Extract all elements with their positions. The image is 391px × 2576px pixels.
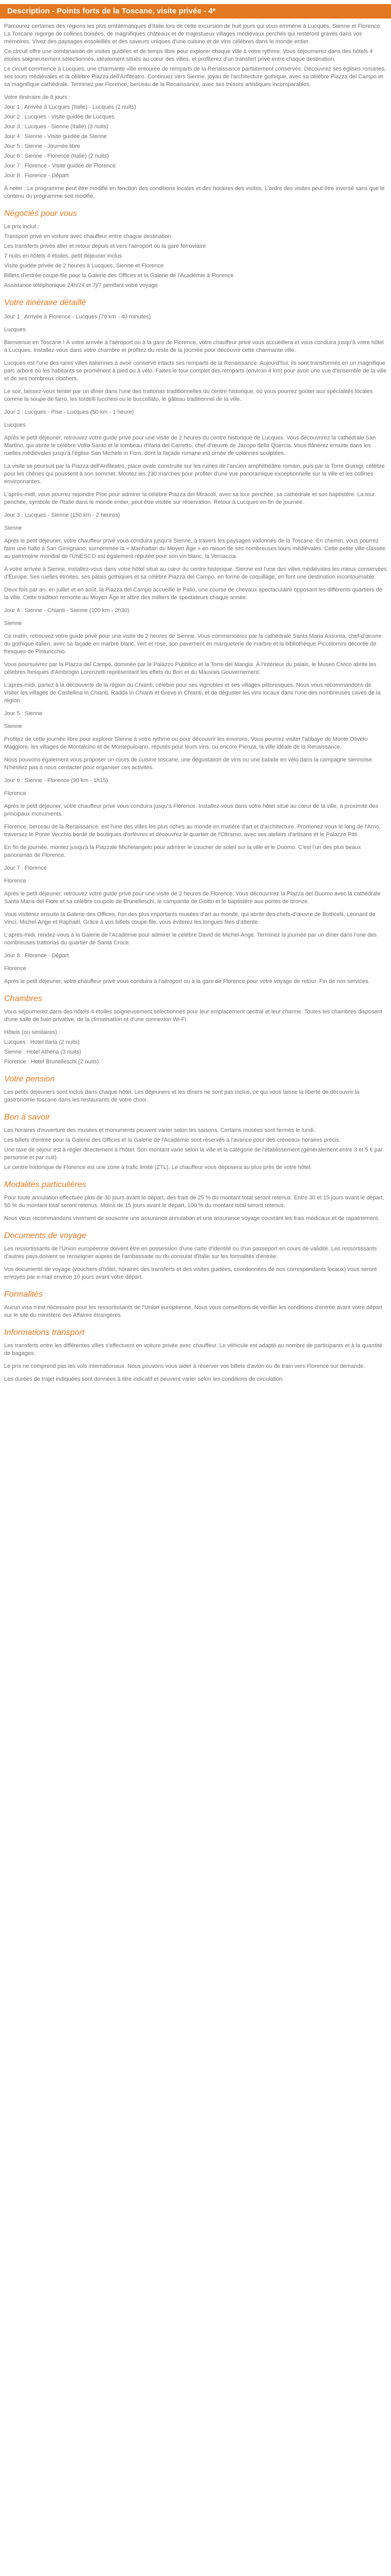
intro-paragraph: Jour 4 : Sienne - Visite guidée de Sienne xyxy=(4,133,107,140)
day-place: Lucques xyxy=(4,422,26,428)
day-place: Lucques xyxy=(4,327,26,333)
intro-paragraph: Le circuit commence à Lucques, une charmante ville entourée de remparts de la Renaissance parfaitement conservés. Découvrez ses églises romanes, ses tours médiévales et la célèbre Piazza dell'Anfiteatro. Continuez vers Sienne, joyau de l'architecture gothique, avec sa célèbre Piazza del Campo et sa magnifique cathédrale. Terminez par Florence, berceau de la Renaissance, avec ses trésors artistiques incomparables. xyxy=(4,66,386,88)
day-paragraph: Lucques est l'une des rares villes italiennes à avoir conservé intacts ses remparts de la Renaissance. Aujourd'hui, ils sont transformés en un magnifique parc arboré où les habitants se promènent à pied ou à vélo. Faites le tour complet des remparts (environ 4 km) pour avoir une vue d'ensemble de la ville et de ses nombreux clochers. xyxy=(4,360,387,382)
day-title: Jour 5 : Sienne xyxy=(4,710,42,717)
page-title: Description - Points forts de la Toscane, visite privée - 4* xyxy=(0,4,391,19)
highlight-item: 7 nuits en hôtels 4 étoiles, petit déjeuner inclus xyxy=(4,253,122,259)
good-to-know-section xyxy=(4,1127,387,1172)
pension-paragraph: Les petits déjeuners sont inclus dans chaque hôtel. Les déjeuners et les dîners ne sont pas inclus, ce qui vous laisse la liberté de découvrir la gastronomie toscane dans les restaurants de votre choix. xyxy=(4,1089,360,1103)
day-paragraph: La visite se poursuit par la Piazza dell'Anfiteatro, place ovale construite sur les ruines de l'ancien amphithéâtre romain, puis par la Torre Guinigi, célèbre pour les chênes qui poussent à son sommet. Montez les 230 marches pour profiter d'une vue panoramique exceptionnelle sur la ville et les collines environnantes. xyxy=(4,463,385,485)
highlight-item: Le prix inclut : xyxy=(4,224,39,230)
day-paragraph: Ce matin, retrouvez votre guide privé pour une visite de 2 heures de Sienne. Vous commencerez par la cathédrale Santa Maria Assunta, chef-d'œuvre du gothique italien, avec sa façade en marbre blanc, vert et rose, son pavement en marqueterie de marbre et la bibliothèque Piccolomini décorée de fresques de Pinturicchio. xyxy=(4,633,382,655)
day-title: Jour 2 : Lucques - Pise - Lucques (50 km - 1 heure) xyxy=(4,409,134,415)
intro-paragraph: À noter : Le programme peut être modifié en fonction des conditions locales et des horaires des visites. L'ordre des visites peut être inversé sans que le contenu du programme soit modifié. xyxy=(4,185,385,199)
intro-paragraph: Jour 6 : Sienne - Florence (Italie) (2 nuits) xyxy=(4,153,109,159)
formalities-paragraph: Aucun visa n'est nécessaire pour les ressortissants de l'Union européenne. Nous vous conseillons de vérifier les conditions d'entrée avant votre départ sur le site du ministère des Affaires étrangères. xyxy=(4,1304,383,1318)
day-title: Jour 4 : Sienne - Chianti - Sienne (100 km - 2h30) xyxy=(4,607,129,614)
day-paragraph: Après le petit déjeuner, votre chauffeur privé vous conduira jusqu'à Sienne, à travers les paysages vallonnés de la Toscane. En chemin, vous pourrez faire une halte à San Gimignano, surnommée la « Manhattan du Moyen Âge » en raison de ses nombreuses tours médiévales. Cette petite ville classée au patrimoine mondial de l'UNESCO est également réputée pour son vin blanc, la Vernaccia. xyxy=(4,538,386,560)
policies-heading: Modalités particulières xyxy=(4,1180,87,1189)
policies-section xyxy=(4,1194,387,1223)
day-paragraph: Deux fois par an, en juillet et en août, la Piazza del Campo accueille le Palio, une course de chevaux spectaculaire opposant les différents quartiers de la ville. Cette tradition remonte au Moyen Âge et attire des milliers de spectateurs chaque année. xyxy=(4,587,382,601)
day-title: Jour 1 : Arrivée à Florence - Lucques (70 km - 40 minutes) xyxy=(4,314,151,320)
documents-paragraph: Vos documents de voyage (vouchers d'hôtel, horaires des transferts et des visites guidées, coordonnées de nos correspondants locaux) vous seront envoyés par e-mail environ 10 jours avant votre départ. xyxy=(4,1266,377,1280)
intro-paragraph: Jour 3 : Lucques - Sienne (Italie) (3 nuits) xyxy=(4,124,108,130)
rooms-paragraph: Hôtels (ou similaires) : xyxy=(4,1029,60,1036)
day-place: Florence xyxy=(4,790,26,796)
day-place: Florence xyxy=(4,965,26,972)
good-to-know-item: Les billets d'entrée pour la Galerie des Offices et la Galerie de l'Académie sont réservés à l'avance pour des créneaux horaires précis. xyxy=(4,1137,341,1143)
day-title: Jour 6 : Sienne - Florence (90 km - 1h15) xyxy=(4,777,108,784)
highlights-heading: Négociés pour vous xyxy=(4,209,77,218)
highlight-item: Visite guidée privée de 2 heures à Lucques, Sienne et Florence xyxy=(4,263,164,269)
good-to-know-item: Le centre historique de Florence est une zone à trafic limité (ZTL). Le chauffeur vous déposera au plus près de votre hôtel. xyxy=(4,1164,312,1171)
policy-paragraph: Pour toute annulation effectuée plus de 30 jours avant le départ, des frais de 25 % du montant total seront retenus. Entre 30 et 15 jours avant le départ, 50 % du montant total seront retenus. Moins de 15 jours avant le départ, 100 % du montant total seront retenus. xyxy=(4,1195,384,1209)
day-paragraph: Bienvenue en Toscane ! À votre arrivée à l'aéroport ou à la gare de Florence, votre chauffeur privé vous accueillera et vous conduira jusqu'à votre hôtel à Lucques. Installez-vous dans votre chambre et profitez du reste de la journée pour découvrir cette charmante ville. xyxy=(4,340,384,353)
day-place: Florence xyxy=(4,878,26,884)
day-paragraph: À votre arrivée à Sienne, installez-vous dans votre hôtel situé au cœur du centre historique. Sienne est l'une des villes médiévales les mieux conservées d'Europe. Ses ruelles étroites, ses palais gothiques et sa célèbre Piazza del Campo, en forme de coquillage, en font une destination incontournable. xyxy=(4,566,387,580)
day-paragraph: Florence, berceau de la Renaissance, est l'une des villes les plus riches au monde en matière d'art et d'architecture. Promenez-vous le long de l'Arno, traversez le Ponte Vecchio bordé de boutiques d'orfèvres et découvrez le quartier de l'Oltrarno, avec ses ateliers d'artisans et le Palazzo Pitti. xyxy=(4,824,381,838)
day-paragraph: L'après-midi, vous pourrez rejoindre Pise pour admirer la célèbre Piazza dei Miracoli, avec sa tour penchée, sa cathédrale et son baptistère. La tour penchée, symbole de l'Italie dans le monde entier, peut être visitée sur réservation. Retour à Lucques en fin de journée. xyxy=(4,492,375,505)
itinerary-heading: Votre itinéraire détaillé xyxy=(4,298,86,307)
day-title: Jour 7 : Florence xyxy=(4,865,47,871)
intro-paragraph: Jour 1 : Arrivée à Lucques (Italie) - Lucques (2 nuits) xyxy=(4,104,136,110)
documents-section xyxy=(4,1245,387,1281)
day-title: Jour 3 : Lucques - Sienne (150 km - 2 heures) xyxy=(4,512,120,518)
day-paragraph: L'après-midi, partez à la découverte de la région du Chianti, célèbre pour ses vignobles et ses villages pittoresques. Nous vous recommandons de visiter les villages de Castellina in Chianti, Radda in Chianti et Greve in Chianti, et de déguster les vins locaux dans l'une des nombreuses caves de la région. xyxy=(4,682,381,704)
rooms-paragraph: Sienne : Hotel Athena (3 nuits) xyxy=(4,1049,82,1055)
highlight-item: Billets d'entrée coupe-file pour la Galerie des Offices et la Galerie de l'Académie à Florence xyxy=(4,273,234,279)
intro-paragraph: Jour 2 : Lucques - Visite guidée de Lucques xyxy=(4,114,115,120)
pension-heading: Votre pension xyxy=(4,1075,55,1083)
transport-paragraph: Les durées de trajet indiquées sont données à titre indicatif et peuvent varier selon les conditions de circulation. xyxy=(4,1376,284,1382)
policy-paragraph: Nous vous recommandons vivement de souscrire une assurance annulation et une assurance voyage couvrant les frais médicaux et de rapatriement. xyxy=(4,1215,380,1222)
intro-paragraph: Jour 7 : Florence - Visite guidée de Florence xyxy=(4,163,116,169)
rooms-heading: Chambres xyxy=(4,994,42,1003)
day-paragraph: Après le petit déjeuner, votre chauffeur privé vous conduira jusqu'à Florence. Installez-vous dans votre hôtel situé au cœur de la ville, à proximité des principaux monuments. xyxy=(4,803,379,817)
day-paragraph: Vous poursuivrez par la Piazza del Campo, dominée par le Palazzo Pubblico et la Torre del Mangia. À l'intérieur du palais, le Museo Civico abrite les célèbres fresques d'Ambrogio Lorenzetti représentant les effets du Bon et du Mauvais Gouvernement. xyxy=(4,662,377,675)
day-paragraph: Le soir, laissez-vous tenter par un dîner dans l'une des trattorias traditionnelles du centre historique, où vous pourrez goûter aux spécialités locales comme la soupe de farro, les tordelli lucchesi ou le buccellato, le gâteau traditionnel de la ville. xyxy=(4,388,373,402)
good-to-know-heading: Bon à savoir xyxy=(4,1113,50,1122)
intro-paragraph: Ce circuit offre une combinaison de visites guidées et de temps libre pour explorer chaque ville à votre rythme. Vous séjournerez dans des hôtels 4 étoiles soigneusement sélectionnés, idéalement situés au cœur des villes, et profiterez d'un transfert privé entre chaque destination. xyxy=(4,48,373,62)
documents-paragraph: Les ressortissants de l'Union européenne doivent être en possession d'une carte d'identité ou d'un passeport en cours de validité. Les ressortissants d'autres pays doivent se renseigner auprès de l'ambassade ou du consulat d'Italie sur les formalités d'entrée. xyxy=(4,1246,377,1260)
intro-paragraph: Jour 5 : Sienne - Journée libre xyxy=(4,143,80,149)
rooms-paragraph: Lucques : Hotel Ilaria (2 nuits) xyxy=(4,1039,80,1045)
good-to-know-item: Les horaires d'ouverture des musées et monuments peuvent varier selon les saisons. Certains musées sont fermés le lundi. xyxy=(4,1127,316,1133)
intro-paragraph: Votre itinéraire de 8 jours : xyxy=(4,94,71,100)
day-paragraph: Après le petit déjeuner, votre chauffeur privé vous conduira à l'aéroport ou à la gare de Florence pour votre voyage de retour. Fin de nos services. xyxy=(4,978,370,985)
intro-paragraph: Parcourez certaines des régions les plus emblématiques d'Italie lors de cette excursion de huit jours qui vous emmène à Lucques, Sienne et Florence. La Toscane regorge de collines boisées, de magnifiques châteaux et de majestueux villages médiévaux perchés qui resteront gravés dans vos mémoires. Vivez des paysages ensoleillés et des saveurs uniques d'une cuisine et de vins célèbres dans le monde entier. xyxy=(4,23,382,45)
main-content xyxy=(0,23,391,1383)
transport-paragraph: Le prix ne comprend pas les vols internationaux. Nous pouvons vous aider à réserver vos billets d'avion ou de train vers Florence sur demande. xyxy=(4,1363,365,1369)
highlights-section xyxy=(4,223,387,290)
documents-heading: Documents de voyage xyxy=(4,1231,87,1240)
intro-paragraph: Jour 8 : Florence - Départ xyxy=(4,173,69,179)
transport-info-heading: Informations transport xyxy=(4,1328,85,1337)
highlight-item: Assistance téléphonique 24h/24 et 7j/7 pendant votre voyage xyxy=(4,282,158,289)
rooms-section xyxy=(4,1008,387,1066)
day-paragraph: Profitez de cette journée libre pour explorer Sienne à votre rythme ou pour découvrir les environs. Vous pourrez visiter l'abbaye de Monte Oliveto Maggiore, les villages de Montalcino et de Montepulciano, réputés pour leurs vins, ou encore Pienza, la ville idéale de la Renaissance. xyxy=(4,736,368,750)
page xyxy=(0,4,391,1401)
day-paragraph: Après le petit déjeuner, retrouvez votre guide privé pour une visite de 2 heures de Florence. Vous découvrirez la Piazza del Duomo avec la cathédrale Santa Maria del Fiore et sa célèbre coupole de Brunelleschi, le campanile de Giotto et le baptistère aux portes de bronze. xyxy=(4,891,381,905)
day-paragraph: Après le petit déjeuner, retrouvez votre guide privé pour une visite de 2 heures du centre historique de Lucques. Vous découvrirez la cathédrale San Martino, qui abrite le célèbre Volto Santo et le tombeau d'Ilaria del Carretto, chef-d'œuvre de Jacopo della Quercia. Vous flânerez ensuite dans les ruelles médiévales jusqu'à l'église San Michele in Foro, dont la façade romane est ornée de colonnes sculptées. xyxy=(4,435,376,456)
formalities-heading: Formalités xyxy=(4,1290,43,1299)
day-place: Sienne xyxy=(4,525,22,531)
rooms-paragraph: Vous séjournerez dans des hôtels 4 étoiles soigneusement sélectionnés pour leur emplacement central et leur charme. Toutes les chambres disposent d'une salle de bain privative, de la climatisation et d'une connexion Wi-Fi. xyxy=(4,1009,382,1023)
day-paragraph: Nous pouvons également vous proposer un cours de cuisine toscane, une dégustation de vins ou une balade en vélo dans la campagne siennoise. N'hésitez pas à nous contacter pour organiser ces activités. xyxy=(4,757,374,771)
transport-paragraph: Les transferts entre les différentes villes s'effectuent en voiture privée avec chauffeur. Le véhicule est adapté au nombre de participants et à la quantité de bagages. xyxy=(4,1343,382,1357)
highlight-item: Transport privé en voiture avec chauffeur entre chaque destination xyxy=(4,233,171,240)
day-paragraph: Vous visiterez ensuite la Galerie des Offices, l'un des plus importants musées d'art au monde, qui abrite des chefs-d'œuvre de Botticelli, Léonard de Vinci, Michel-Ange et Raphaël. Grâce à vos billets coupe-file, vous éviterez les longues files d'attente. xyxy=(4,911,376,925)
day-place: Sienne xyxy=(4,620,22,626)
rooms-paragraph: Florence : Hotel Brunelleschi (2 nuits) xyxy=(4,1059,99,1065)
transport-info-section xyxy=(4,1342,387,1383)
day-place: Sienne xyxy=(4,723,22,730)
day-title: Jour 8 : Florence - Départ xyxy=(4,953,69,959)
formalities-section xyxy=(4,1304,387,1319)
highlight-item: Les transferts privés aller et retour depuis et vers l'aéroport ou la gare ferroviaire xyxy=(4,243,206,249)
day-paragraph: En fin de journée, montez jusqu'à la Piazzale Michelangelo pour admirer le coucher de soleil sur la ville et le Duomo. C'est l'un des plus beaux panoramas de Florence. xyxy=(4,844,361,858)
good-to-know-item: Une taxe de séjour est à régler directement à l'hôtel. Son montant varie selon la ville et la catégorie de l'établissement (généralement entre 3 et 5 € par personne et par nuit). xyxy=(4,1147,383,1161)
itinerary-section xyxy=(4,313,387,986)
day-paragraph: L'après-midi, rendez-vous à la Galerie de l'Académie pour admirer le célèbre David de Michel-Ange. Terminez la journée par un dîner dans l'une des nombreuses trattorias du quartier de Santa Croce. xyxy=(4,932,377,946)
pension-section xyxy=(4,1089,387,1104)
intro-section xyxy=(4,23,387,200)
